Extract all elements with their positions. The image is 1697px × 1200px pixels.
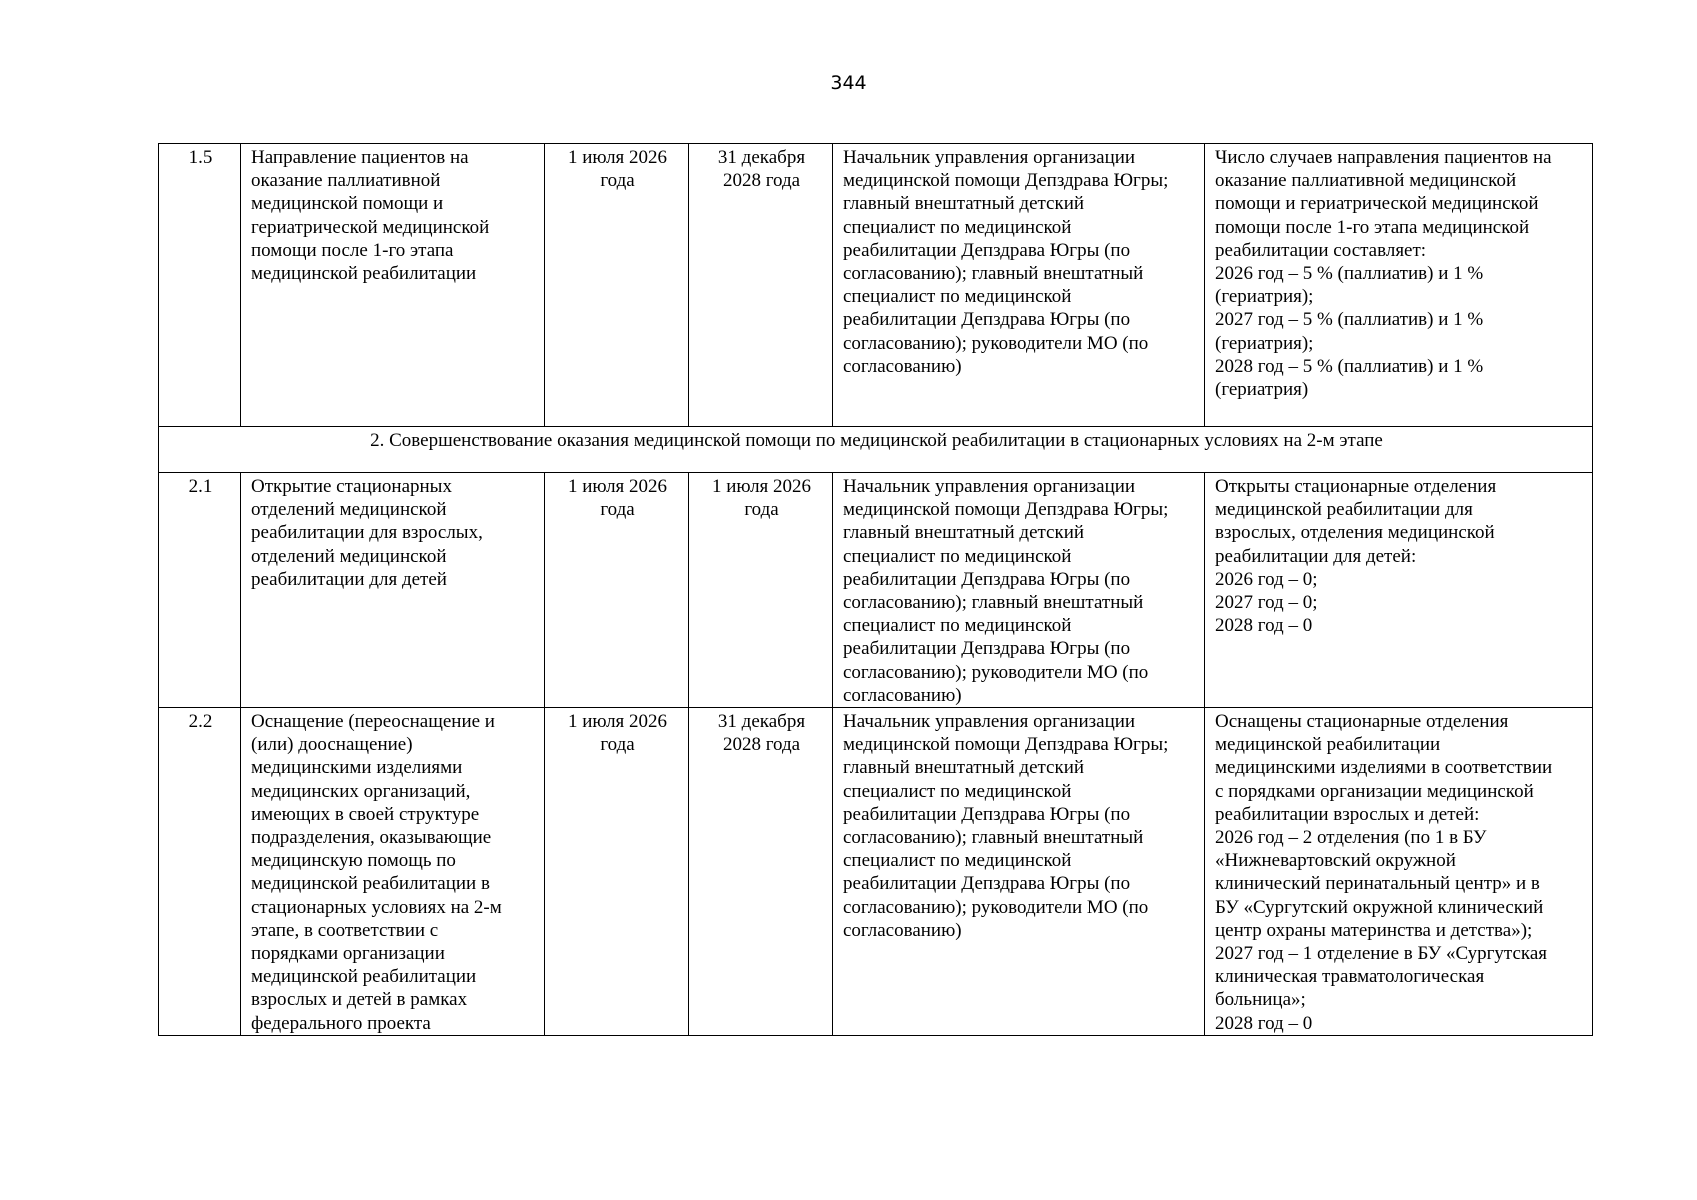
end-date-cell: 1 июля 2026 года [689, 473, 833, 708]
result-cell: Оснащены стационарные отделения медицинской реабилитации медицинскими изделиями в соответствии с порядками организации медицинской реабилитации взрослых и детей: 2026 год – 2 отделения (по 1 в БУ «Нижневартовский окружной клинический перинатальный центр» и в БУ «Сургутский окружной клинический центр охраны материнства и детства»); 2027 год – 1 отделение в БУ «Сургутская клиническая травматологическая больница»; 2028 год – 0 [1205, 708, 1593, 1036]
table-row [159, 708, 1593, 1036]
activity-cell: Направление пациентов на оказание паллиативной медицинской помощи и гериатрической медицинской помощи после 1-го этапа медицинской реабилитации [241, 144, 545, 427]
section-row [159, 427, 1593, 473]
result-cell: Открыты стационарные отделения медицинской реабилитации для взрослых, отделения медицинской реабилитации для детей: 2026 год – 0; 2027 год – 0; 2028 год – 0 [1205, 473, 1593, 708]
row-number: 1.5 [159, 144, 241, 427]
page-number: 344 [830, 72, 867, 94]
responsible-cell: Начальник управления организации медицинской помощи Депздрава Югры; главный внештатный детский специалист по медицинской реабилитации Депздрава Югры (по согласованию); главный внештатный специалист по медицинской реабилитации Депздрава Югры (по согласованию); руководители МО (по согласованию) [833, 473, 1205, 708]
table-row [159, 473, 1593, 708]
row-number: 2.1 [159, 473, 241, 708]
result-cell: Число случаев направления пациентов на оказание паллиативной медицинской помощи и гериатрической медицинской помощи после 1-го этапа медицинской реабилитации составляет: 2026 год – 5 % (паллиатив) и 1 % (гериатрия); 2027 год – 5 % (паллиатив) и 1 % (гериатрия); 2028 год – 5 % (паллиатив) и 1 % (гериатрия) [1205, 144, 1593, 427]
responsible-cell: Начальник управления организации медицинской помощи Депздрава Югры; главный внештатный детский специалист по медицинской реабилитации Депздрава Югры (по согласованию); главный внештатный специалист по медицинской реабилитации Депздрава Югры (по согласованию); руководители МО (по согласованию) [833, 708, 1205, 1036]
activity-cell: Открытие стационарных отделений медицинской реабилитации для взрослых, отделений медицинской реабилитации для детей [241, 473, 545, 708]
end-date-cell: 31 декабря 2028 года [689, 708, 833, 1036]
start-date-cell: 1 июля 2026 года [545, 144, 689, 427]
end-date-cell: 31 декабря 2028 года [689, 144, 833, 427]
section-heading: 2. Совершенствование оказания медицинской помощи по медицинской реабилитации в стационарных условиях на 2-м этапе [159, 427, 1593, 473]
row-number: 2.2 [159, 708, 241, 1036]
activity-cell: Оснащение (переоснащение и (или) дооснащение) медицинскими изделиями медицинских организаций, имеющих в своей структуре подразделения, оказывающие медицинскую помощь по медицинской реабилитации в стационарных условиях на 2-м этапе, в соответствии с порядками организации медицинской реабилитации взрослых и детей в рамках федерального проекта [241, 708, 545, 1036]
table-row [159, 144, 1593, 427]
responsible-cell: Начальник управления организации медицинской помощи Депздрава Югры; главный внештатный детский специалист по медицинской реабилитации Депздрава Югры (по согласованию); главный внештатный специалист по медицинской реабилитации Депздрава Югры (по согласованию); руководители МО (по согласованию) [833, 144, 1205, 427]
start-date-cell: 1 июля 2026 года [545, 473, 689, 708]
activities-table [158, 143, 1593, 1036]
start-date-cell: 1 июля 2026 года [545, 708, 689, 1036]
